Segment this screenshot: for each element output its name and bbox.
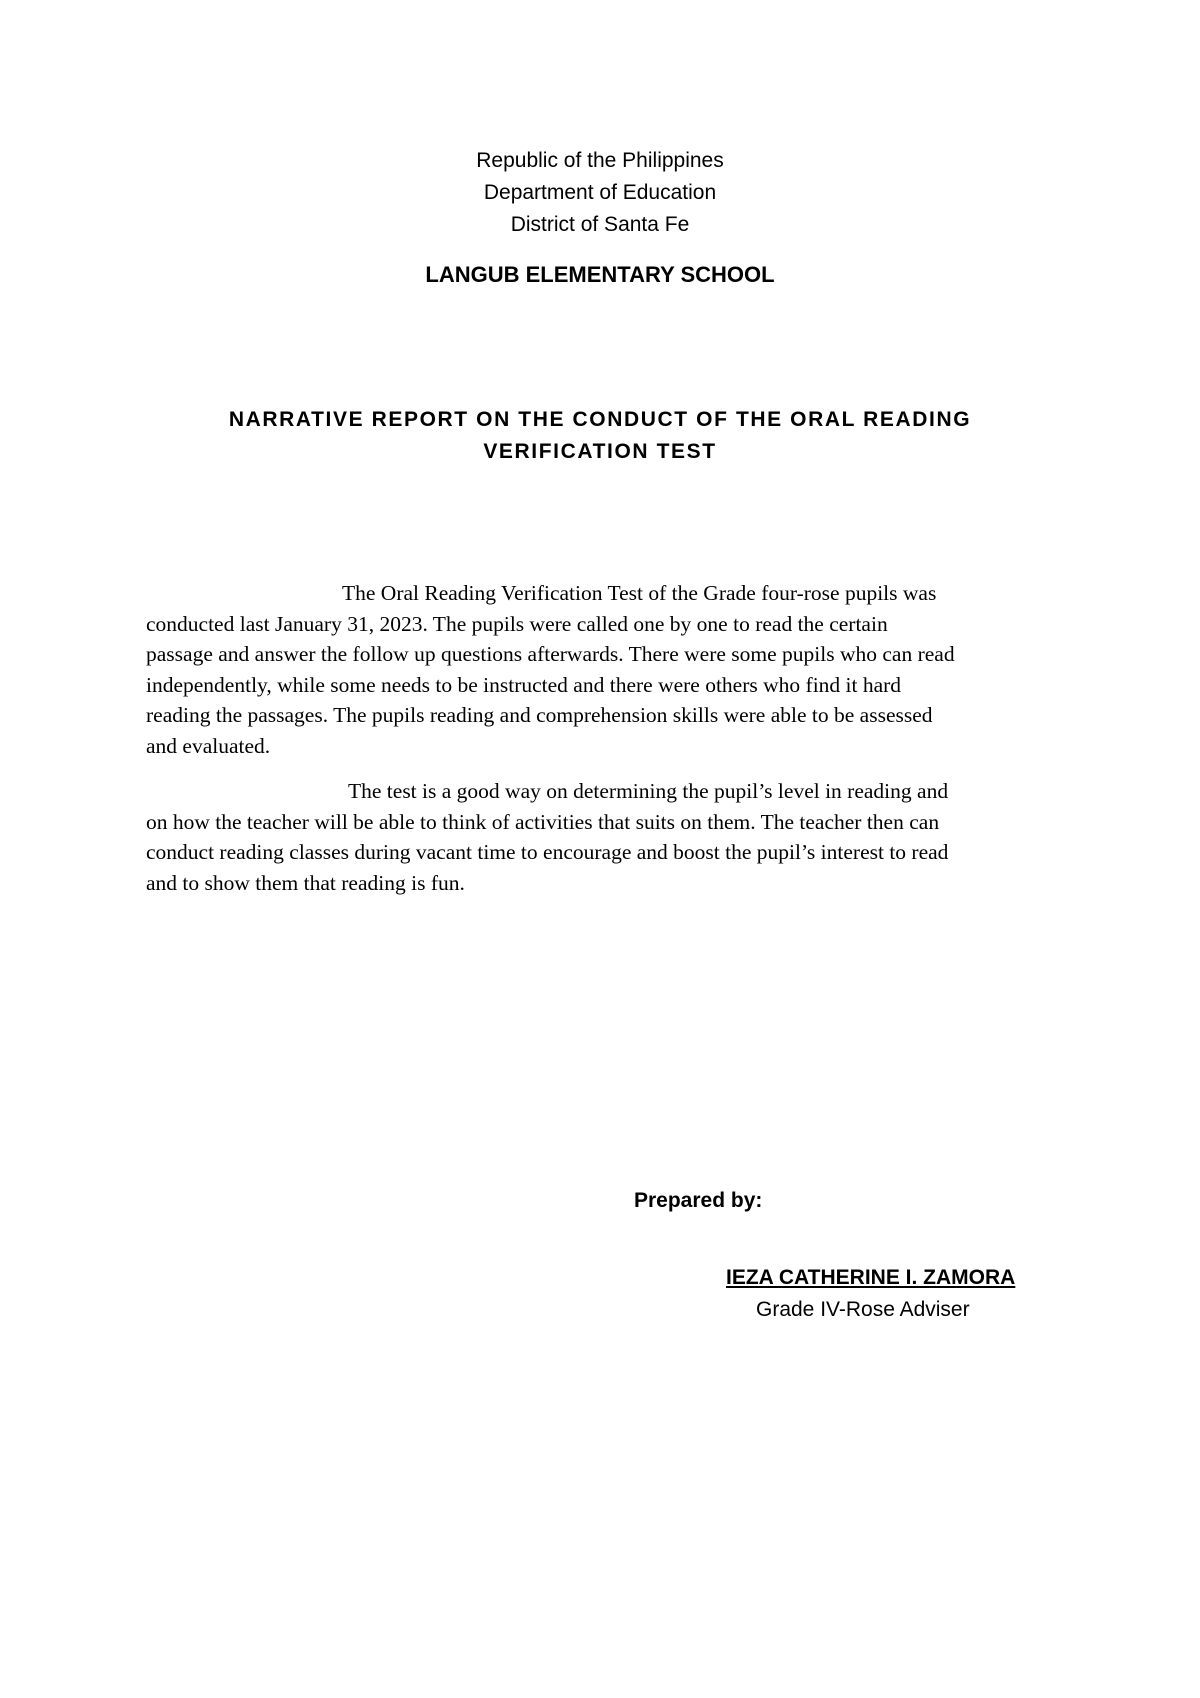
- paragraph-1-line-4: independently, while some needs to be instructed and there were others who find it hard: [146, 672, 902, 697]
- paragraph-2-line-2: on how the teacher will be able to think of activities that suits on them. The teacher then can: [146, 809, 940, 834]
- paragraph-1: [146, 578, 1066, 761]
- department-line: Department of Education: [483, 181, 717, 204]
- report-title-line-2: VERIFICATION TEST: [483, 440, 717, 463]
- paragraph-1-line-3: passage and answer the follow up questions afterwards. There were some pupils who can read: [146, 642, 955, 666]
- paragraph-1-line-6: and evaluated.: [146, 733, 271, 758]
- paragraph-2-line-1: [146, 776, 1066, 807]
- paragraph-1-line-2: conducted last January 31, 2023. The pupils were called one by one to read the certain: [146, 611, 888, 636]
- paragraph-2-line-1-text: The test is a good way on determining the pupil’s level in reading and: [348, 779, 949, 803]
- district-line: District of Santa Fe: [510, 213, 690, 236]
- prepared-by-label: Prepared by:: [634, 1189, 763, 1212]
- signer-role: Grade IV-Rose Adviser: [756, 1298, 970, 1321]
- paragraph-1-line-1: [146, 578, 1066, 609]
- report-title-line-1: NARRATIVE REPORT ON THE CONDUCT OF THE ORAL READING: [228, 408, 972, 431]
- country-line: Republic of the Philippines: [476, 149, 724, 172]
- paragraph-1-line-5: reading the passages. The pupils reading and comprehension skills were able to be assessed: [146, 703, 933, 727]
- paragraph-2: [146, 776, 1066, 898]
- school-name: LANGUB ELEMENTARY SCHOOL: [425, 262, 775, 287]
- paragraph-2-line-4: and to show them that reading is fun.: [146, 870, 465, 895]
- signer-name: IEZA CATHERINE I. ZAMORA: [726, 1266, 1016, 1289]
- paragraph-2-line-3: conduct reading classes during vacant time to encourage and boost the pupil’s interest to read: [146, 840, 949, 864]
- paragraph-1-line-1-text: The Oral Reading Verification Test of the Grade four-rose pupils was: [342, 581, 937, 605]
- report-title: [0, 404, 1200, 468]
